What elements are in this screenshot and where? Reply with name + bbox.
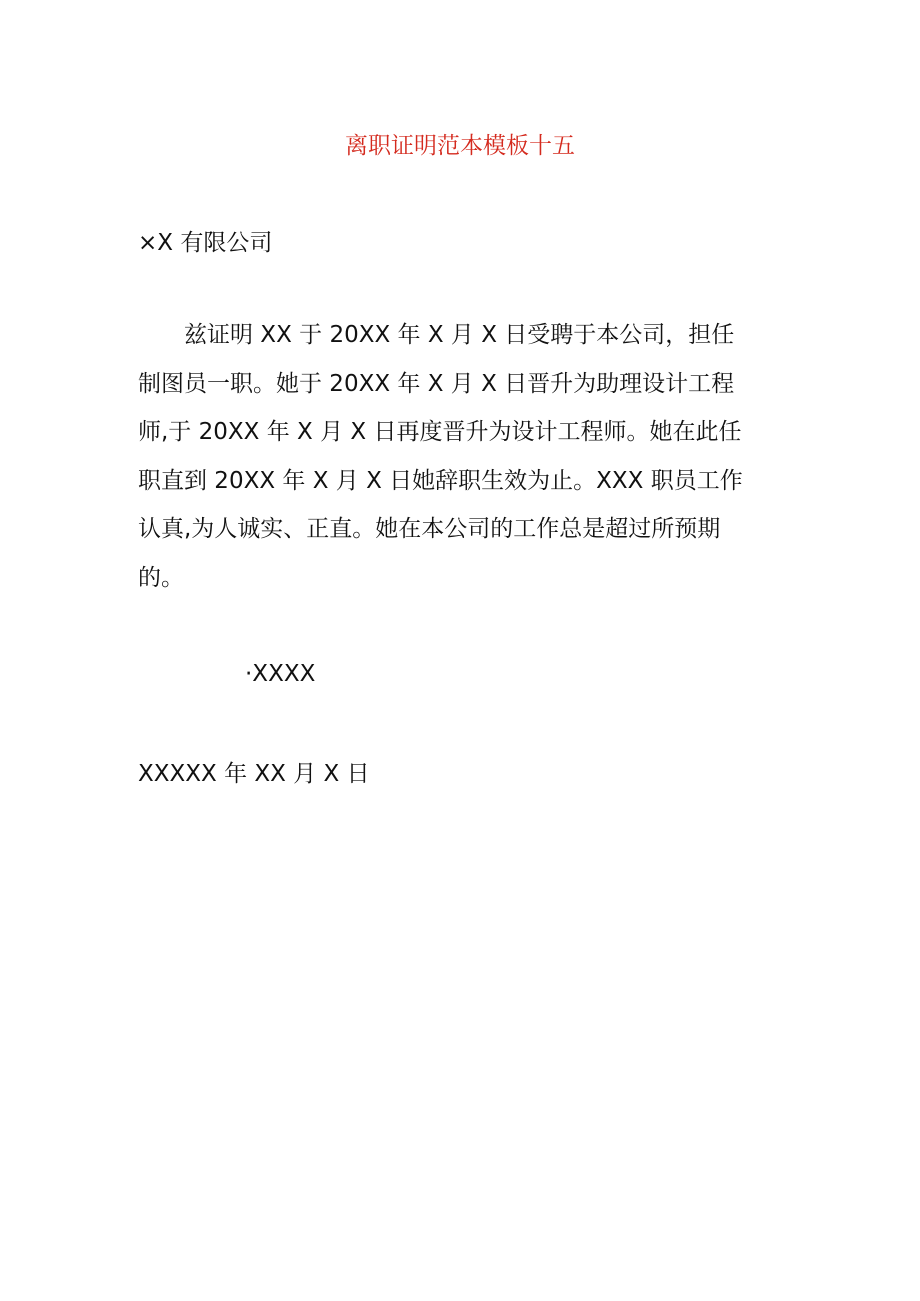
body-line: 的。 xyxy=(138,564,184,591)
document-title: 离职证明范本模板十五 xyxy=(345,133,575,159)
body-line: 兹证明 XX 于 20XX 年 X 月 X 日受聘于本公司，担任 xyxy=(184,322,735,348)
certificate-body xyxy=(138,317,788,608)
addressee-company: ×X 有限公司 xyxy=(138,230,273,256)
issue-date: XXXXX 年 XX 月 X 日 xyxy=(138,761,370,787)
signature-line: ·XXXX xyxy=(245,661,316,687)
body-line: 职直到 20XX 年 X 月 X 日她辞职生效为止。XXX 职员工作 xyxy=(138,467,743,494)
body-line: 认真,为人诚实、正直。她在本公司的工作总是超过所预期 xyxy=(138,516,721,542)
body-line: 制图员一职。她于 20XX 年 X 月 X 日晋升为助理设计工程 xyxy=(138,370,735,397)
body-line: 师,于 20XX 年 X 月 X 日再度晋升为设计工程师。她在此任 xyxy=(138,419,742,445)
